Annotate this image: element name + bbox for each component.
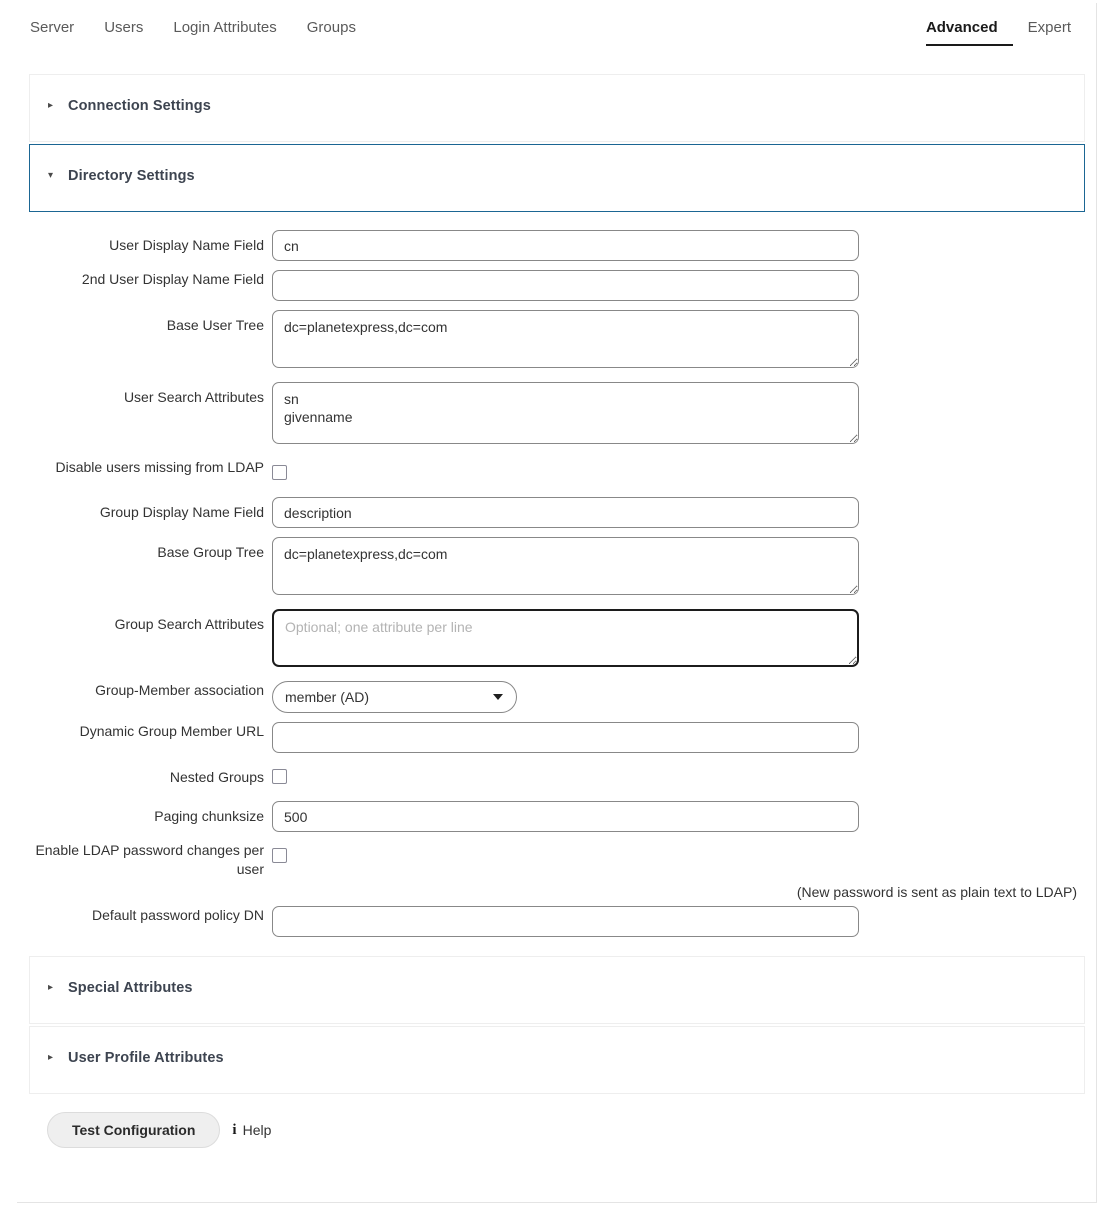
label-user-display-name-field: User Display Name Field xyxy=(109,237,264,253)
field-row-user-search-attributes xyxy=(29,382,1085,449)
field-row-group-member-association xyxy=(29,681,1085,713)
field-row-second-user-display-name xyxy=(29,270,1085,301)
field-row-disable-users-missing xyxy=(29,458,1085,488)
primary-tabs xyxy=(0,18,371,44)
label-group-member-association: Group-Member association xyxy=(95,682,264,698)
control-second-user-display-name-field xyxy=(272,270,1085,301)
label-group-search-attributes: Group Search Attributes xyxy=(114,616,264,632)
help-label: Help xyxy=(242,1122,272,1138)
label-dynamic-group-member-url: Dynamic Group Member URL xyxy=(79,723,264,739)
base-user-tree-textarea[interactable] xyxy=(272,310,859,368)
section-directory-settings-header[interactable] xyxy=(30,145,1084,191)
label-default-password-policy-dn: Default password policy DN xyxy=(92,907,264,923)
label-second-user-display-name-field: 2nd User Display Name Field xyxy=(81,271,264,287)
control-disable-users-missing xyxy=(272,458,1085,480)
field-row-group-display-name xyxy=(29,497,1085,528)
field-row-dynamic-group-member-url xyxy=(29,722,1085,753)
section-directory-settings-title: Directory Settings xyxy=(68,168,195,184)
enable-ldap-password-changes-checkbox[interactable] xyxy=(272,848,287,863)
nested-groups-checkbox[interactable] xyxy=(272,769,287,784)
section-special-attributes-header[interactable] xyxy=(30,957,1084,1003)
control-enable-ldap-password-changes xyxy=(272,841,1085,863)
tab-server[interactable]: Server xyxy=(30,19,75,36)
mode-tabs xyxy=(926,18,1114,46)
paging-chunksize-input[interactable] xyxy=(272,801,859,832)
section-special-attributes-title: Special Attributes xyxy=(68,980,193,996)
control-dynamic-group-member-url xyxy=(272,722,1085,753)
section-user-profile-attributes-title: User Profile Attributes xyxy=(68,1050,224,1066)
tab-expert[interactable]: Expert xyxy=(1027,19,1071,36)
disable-users-missing-checkbox[interactable] xyxy=(272,465,287,480)
group-member-association-wrapper xyxy=(272,681,517,713)
group-display-name-field-input[interactable] xyxy=(272,497,859,528)
chevron-right-icon: ▸ xyxy=(48,1052,54,1063)
field-row-nested-groups xyxy=(29,762,1085,792)
top-tab-bar xyxy=(0,0,1114,62)
control-base-user-tree xyxy=(272,310,1085,373)
section-connection-settings-title: Connection Settings xyxy=(68,98,211,114)
info-icon: i xyxy=(232,1121,237,1138)
tab-login-attributes[interactable]: Login Attributes xyxy=(173,19,277,36)
field-row-user-display-name xyxy=(29,230,1085,261)
control-nested-groups xyxy=(272,762,1085,784)
section-connection-settings[interactable] xyxy=(29,74,1085,142)
directory-settings-panel xyxy=(29,214,1085,956)
section-user-profile-attributes[interactable] xyxy=(29,1026,1085,1094)
tab-advanced[interactable]: Advanced xyxy=(926,18,1013,46)
settings-content xyxy=(17,60,1097,1203)
control-user-search-attributes xyxy=(272,382,1085,449)
group-search-attributes-textarea[interactable] xyxy=(272,609,859,667)
control-group-search-attributes xyxy=(272,609,1085,672)
default-password-policy-dn-input[interactable] xyxy=(272,906,859,937)
field-row-paging-chunksize xyxy=(29,801,1085,832)
control-group-display-name-field xyxy=(272,497,1085,528)
test-configuration-button[interactable]: Test Configuration xyxy=(47,1112,220,1148)
group-member-association-select[interactable] xyxy=(272,681,517,713)
section-user-profile-attributes-header[interactable] xyxy=(30,1027,1084,1073)
control-default-password-policy-dn xyxy=(272,906,1085,937)
footer-actions xyxy=(29,1096,1085,1148)
field-row-base-user-tree xyxy=(29,310,1085,373)
tab-users[interactable]: Users xyxy=(104,19,144,36)
enable-ldap-password-changes-note: (New password is sent as plain text to LDAP) xyxy=(796,884,1077,900)
base-group-tree-textarea[interactable] xyxy=(272,537,859,595)
label-group-display-name-field: Group Display Name Field xyxy=(99,504,264,520)
label-disable-users-missing: Disable users missing from LDAP xyxy=(55,459,264,475)
chevron-right-icon: ▸ xyxy=(48,100,54,111)
field-row-group-search-attributes xyxy=(29,609,1085,672)
label-base-group-tree: Base Group Tree xyxy=(157,544,264,560)
control-group-member-association xyxy=(272,681,1085,713)
dynamic-group-member-url-input[interactable] xyxy=(272,722,859,753)
second-user-display-name-field-input[interactable] xyxy=(272,270,859,301)
label-paging-chunksize: Paging chunksize xyxy=(154,808,264,824)
label-nested-groups: Nested Groups xyxy=(169,769,264,785)
user-search-attributes-textarea[interactable] xyxy=(272,382,859,444)
section-connection-settings-header[interactable] xyxy=(30,75,1084,121)
field-row-default-password-policy-dn xyxy=(29,906,1085,937)
label-base-user-tree: Base User Tree xyxy=(166,317,264,333)
section-special-attributes[interactable] xyxy=(29,956,1085,1024)
control-paging-chunksize xyxy=(272,801,1085,832)
section-directory-settings[interactable] xyxy=(29,144,1085,212)
chevron-right-icon: ▸ xyxy=(48,982,54,993)
chevron-down-icon: ▾ xyxy=(48,170,54,181)
label-enable-ldap-password-changes: Enable LDAP password changes per user xyxy=(35,842,264,877)
user-display-name-field-input[interactable] xyxy=(272,230,859,261)
control-base-group-tree xyxy=(272,537,1085,600)
field-row-base-group-tree xyxy=(29,537,1085,600)
label-user-search-attributes: User Search Attributes xyxy=(123,389,264,405)
control-user-display-name-field xyxy=(272,230,1085,261)
field-row-enable-ldap-password-changes xyxy=(29,841,1085,879)
tab-groups[interactable]: Groups xyxy=(306,19,356,36)
help-link[interactable] xyxy=(232,1122,271,1139)
